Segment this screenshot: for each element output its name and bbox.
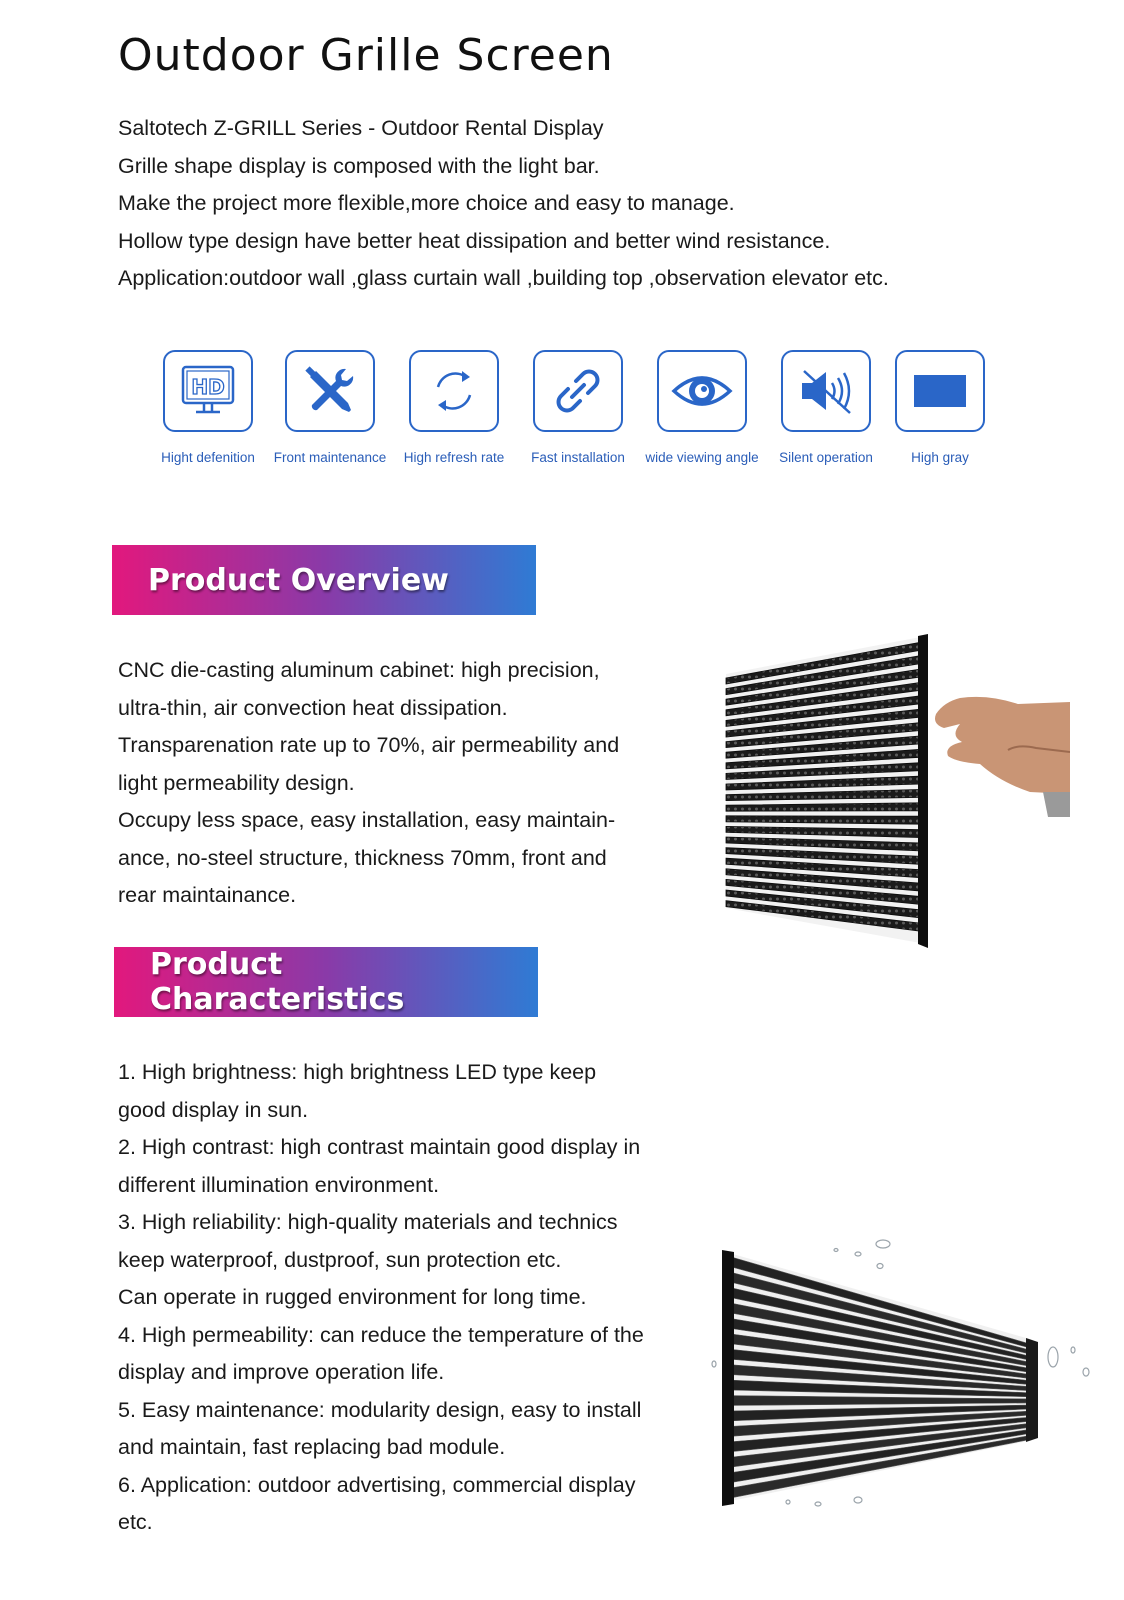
characteristic-line: and maintain, fast replacing bad module.: [118, 1435, 506, 1459]
feature-label: Hight defenition: [161, 450, 255, 465]
chain-link-icon: [533, 350, 623, 432]
refresh-icon: [409, 350, 499, 432]
product-characteristics-heading: Product Characteristics: [114, 947, 538, 1017]
feature-label: Fast installation: [531, 450, 625, 465]
characteristic-line: 2. High contrast: high contrast maintain good display in: [118, 1135, 641, 1159]
feature-label: Silent operation: [779, 450, 873, 465]
overview-line: ultra-thin, air convection heat dissipation.: [118, 695, 508, 720]
intro-line: Make the project more flexible,more choice and easy to manage.: [118, 191, 735, 215]
intro-line: Saltotech Z-GRILL Series - Outdoor Rental Display: [118, 116, 604, 140]
hd-monitor-icon: [163, 350, 253, 432]
hd-badge-text: HD: [191, 375, 225, 399]
wrench-screwdriver-icon: [285, 350, 375, 432]
overview-line: rear maintainance.: [118, 883, 297, 907]
grille-panel-hand-image: [718, 632, 1070, 952]
intro-line: Hollow type design have better heat dissipation and better wind resistance.: [118, 228, 831, 253]
characteristic-line: keep waterproof, dustproof, sun protection etc.: [118, 1247, 562, 1272]
feature-high-gray: [880, 350, 1000, 465]
characteristic-line: good display in sun.: [118, 1097, 309, 1122]
feature-high-definition: [148, 350, 268, 465]
characteristic-line: 1. High brightness: high brightness LED type keep: [118, 1060, 597, 1084]
feature-label: High gray: [911, 450, 969, 465]
overview-text: [118, 652, 656, 915]
intro-line: Application:outdoor wall ,glass curtain wall ,building top ,observation elevator etc.: [118, 266, 889, 290]
characteristic-line: 5. Easy maintenance: modularity design, easy to install: [118, 1397, 642, 1422]
feature-front-maintenance: [270, 350, 390, 465]
overview-line: ance, no-steel structure, thickness 70mm, front and: [118, 845, 607, 870]
product-overview-heading: Product Overview: [112, 545, 536, 615]
feature-label: wide viewing angle: [645, 450, 759, 465]
feature-label: High refresh rate: [403, 450, 505, 465]
intro-line: Grille shape display is composed with the light bar.: [118, 153, 600, 178]
characteristics-text: [118, 1054, 670, 1542]
characteristic-line: different illumination environment.: [118, 1172, 440, 1197]
intro-text: [118, 110, 889, 298]
feature-silent-operation: [766, 350, 886, 465]
overview-line: Transparenation rate up to 70%, air permeability and: [118, 733, 620, 757]
characteristic-line: 4. High permeability: can reduce the temperature of the: [118, 1322, 644, 1347]
overview-line: Occupy less space, easy installation, easy maintain-: [118, 808, 616, 832]
characteristic-line: etc.: [118, 1510, 153, 1534]
feature-label: Front maintenance: [273, 450, 387, 465]
feature-fast-installation: [518, 350, 638, 465]
gray-block-icon: [895, 350, 985, 432]
overview-line: light permeability design.: [118, 770, 355, 795]
characteristic-line: Can operate in rugged environment for long time.: [118, 1285, 587, 1309]
grille-panel-water-image: [708, 1232, 1098, 1532]
page-title: Outdoor Grille Screen: [118, 30, 614, 81]
eye-icon: [657, 350, 747, 432]
characteristic-line: 6. Application: outdoor advertising, commercial display: [118, 1472, 636, 1497]
overview-line: CNC die-casting aluminum cabinet: high precision,: [118, 658, 600, 682]
feature-wide-viewing-angle: [642, 350, 762, 465]
speaker-mute-icon: [781, 350, 871, 432]
characteristic-line: 3. High reliability: high-quality materials and technics: [118, 1210, 618, 1234]
characteristic-line: display and improve operation life.: [118, 1360, 445, 1384]
feature-high-refresh-rate: [394, 350, 514, 465]
